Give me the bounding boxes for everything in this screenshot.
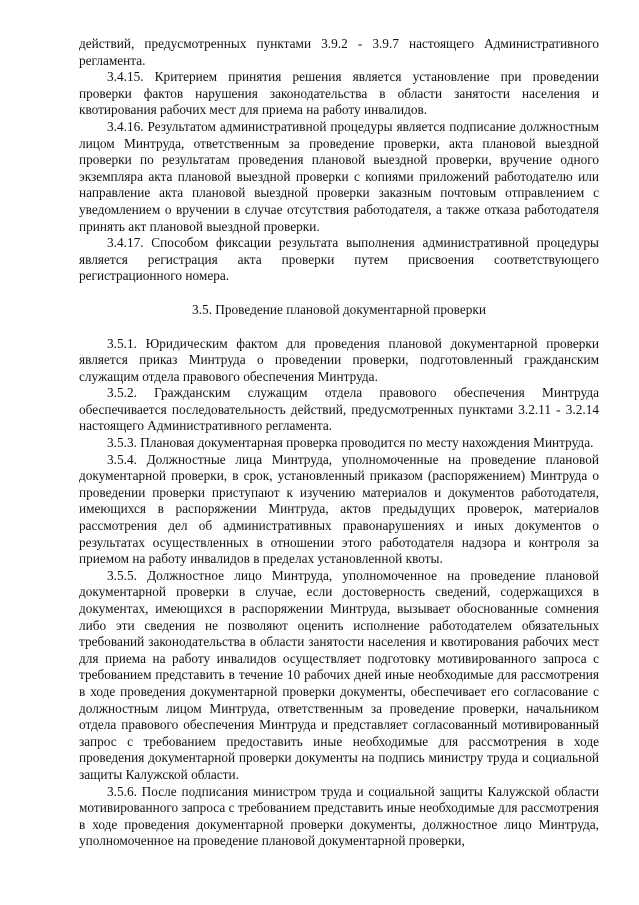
paragraph-3-4-16: 3.4.16. Результатом административной процедуры является подписание должностным лицом Минтруда, ответственным за проведение проверки, акта плановой выездной проверки по результатам проведения плановой выездной проверки, вручение одного экземпляра акта плановой выездной проверки с копиями приложений работодателю или направление акта плановой выездной проверки заказным почтовым отправлением с уведомлением о вручении в случае отсутствия работодателя, а также отказа работодателя принять акт плановой выездной проверки.	[79, 118, 599, 234]
paragraph-continuation: действий, предусмотренных пунктами 3.9.2 - 3.9.7 настоящего Административного регламента.	[79, 36, 599, 68]
paragraph-3-5-4: 3.5.4. Должностные лица Минтруда, уполномоченные на проведение плановой документарной проверки, в срок, установленный приказом (распоряжением) Минтруда о проведении проверки приступают к изучению материалов и документов работодателя, имеющихся в распоряжении Минтруда, актов предыдущих проверок, материалов рассмотрения дел об административных правонарушениях и иных документов о результатах осуществленных в отношении этого работодателя надзора и контроля за приемом на работу инвалидов в пределах установленной квоты.	[79, 451, 599, 567]
paragraph-3-5-5: 3.5.5. Должностное лицо Минтруда, уполномоченное на проведение плановой документарной проверки в случае, если достоверность сведений, содержащихся в документах, имеющихся в распоряжении Минтруда, вызывает обоснованные сомнения либо эти сведения не позволяют оценить исполнение работодателем обязательных требований законодательства в области занятости населения и квотирования рабочих мест для приема на работу инвалидов осуществляет подготовку мотивированного запроса с требованием представить в течение 10 рабочих дней иные необходимые для рассмотрения в ходе проведения документарной проверки документы, обеспечивает его согласование с должностным лицом Минтруда, ответственным за проведение проверки, начальником отдела правового обеспечения Минтруда и представляет согласованный мотивированный запрос с требованием предоставить иные необходимые для рассмотрения в ходе проведения документарной проверки документы на подпись министру труда и социальной защиты Калужской области.	[79, 567, 599, 782]
paragraph-3-4-17: 3.4.17. Способом фиксации результата выполнения административной процедуры является регистрация акта проверки путем присвоения соответствующего регистрационного номера.	[79, 235, 599, 284]
section-heading-3-5: 3.5. Проведение плановой документарной проверки	[192, 301, 486, 317]
paragraph-3-4-15: 3.4.15. Критерием принятия решения является установление при проведении проверки фактов нарушения законодательства в области занятости населения и квотирования рабочих мест для приема на работу инвалидов.	[79, 69, 599, 118]
paragraph-3-5-6: 3.5.6. После подписания министром труда и социальной защиты Калужской области мотивированного запроса с требованием представить иные необходимые для рассмотрения в ходе проведения документарной проверки документы, должностное лицо Минтруда, уполномоченное на проведение плановой документарной проверки,	[79, 783, 599, 849]
document-page	[79, 36, 599, 850]
paragraph-3-5-2: 3.5.2. Гражданским служащим отдела правового обеспечения Минтруда обеспечивается последовательность действий, предусмотренных пунктами 3.2.11 - 3.2.14 настоящего Административного регламента.	[79, 385, 599, 434]
paragraph-3-5-3: 3.5.3. Плановая документарная проверка проводится по месту нахождения Минтруда.	[107, 435, 594, 451]
paragraph-3-5-1: 3.5.1. Юридическим фактом для проведения плановой документарной проверки является приказ Минтруда о проведении проверки, подготовленный гражданским служащим отдела правового обеспечения Минтруда.	[79, 335, 599, 384]
